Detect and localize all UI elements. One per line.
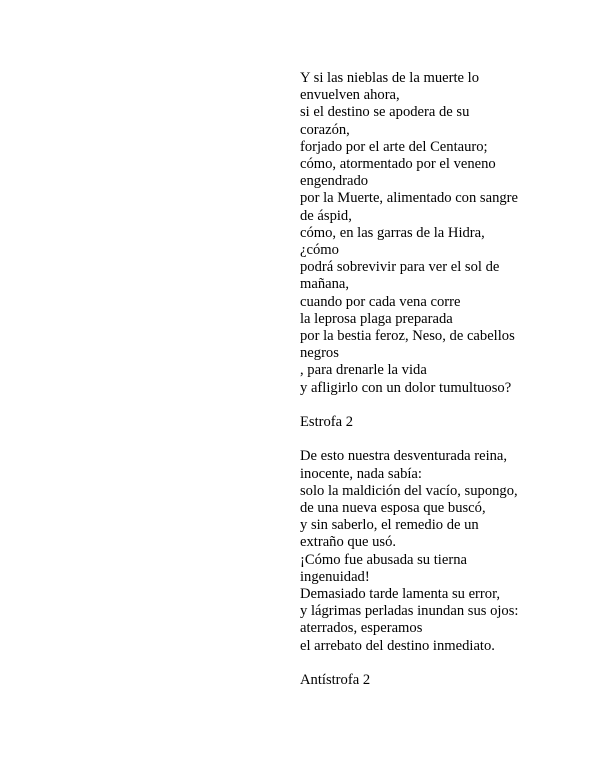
poem-line: por la bestia feroz, Neso, de cabellos bbox=[300, 328, 515, 345]
poem-line: corazón, bbox=[300, 121, 350, 138]
poem-line: cuando por cada vena corre bbox=[300, 293, 461, 310]
poem-line: de áspid, bbox=[300, 207, 352, 224]
poem-line: De esto nuestra desventurada reina, bbox=[300, 448, 508, 465]
heading-antistrofa-2: Antístrofa 2 bbox=[300, 672, 371, 689]
poem-line: extraño que usó. bbox=[300, 534, 397, 551]
poem-line: forjado por el arte del Centauro; bbox=[300, 138, 488, 155]
stanza-2 bbox=[300, 448, 570, 654]
poem-line: y afligirlo con un dolor tumultuoso? bbox=[300, 379, 512, 396]
poem-line: solo la maldición del vacío, supongo, bbox=[300, 482, 518, 499]
poem-line: , para drenarle la vida bbox=[300, 362, 427, 379]
stanza-1 bbox=[300, 70, 570, 397]
poem-line: negros bbox=[300, 345, 339, 362]
poem-line: mañana, bbox=[300, 276, 350, 293]
heading-estrofa-2: Estrofa 2 bbox=[300, 414, 354, 431]
poem-line: y sin saberlo, el remedio de un bbox=[300, 517, 479, 534]
poem-line: de una nueva esposa que buscó, bbox=[300, 500, 486, 517]
poem-line: podrá sobrevivir para ver el sol de bbox=[300, 259, 500, 276]
poem-line: el arrebato del destino inmediato. bbox=[300, 637, 495, 654]
poem-line: por la Muerte, alimentado con sangre bbox=[300, 190, 519, 207]
poem-line: ¿cómo bbox=[300, 242, 339, 259]
poem-line: engendrado bbox=[300, 173, 369, 190]
poem-line: cómo, en las garras de la Hidra, bbox=[300, 224, 485, 241]
poem-line: cómo, atormentado por el veneno bbox=[300, 156, 496, 173]
poem-text-column bbox=[300, 70, 570, 706]
poem-line: aterrados, esperamos bbox=[300, 620, 423, 637]
poem-line: ingenuidad! bbox=[300, 568, 370, 585]
poem-line: envuelven ahora, bbox=[300, 87, 400, 104]
poem-line: Y si las nieblas de la muerte lo bbox=[300, 70, 479, 86]
poem-line: ¡Cómo fue abusada su tierna bbox=[300, 551, 467, 568]
poem-line: si el destino se apodera de su bbox=[300, 104, 470, 121]
poem-line: inocente, nada sabía: bbox=[300, 465, 422, 482]
poem-line: la leprosa plaga preparada bbox=[300, 310, 453, 327]
poem-line: Demasiado tarde lamenta su error, bbox=[300, 586, 500, 603]
poem-line: y lágrimas perladas inundan sus ojos: bbox=[300, 603, 519, 620]
